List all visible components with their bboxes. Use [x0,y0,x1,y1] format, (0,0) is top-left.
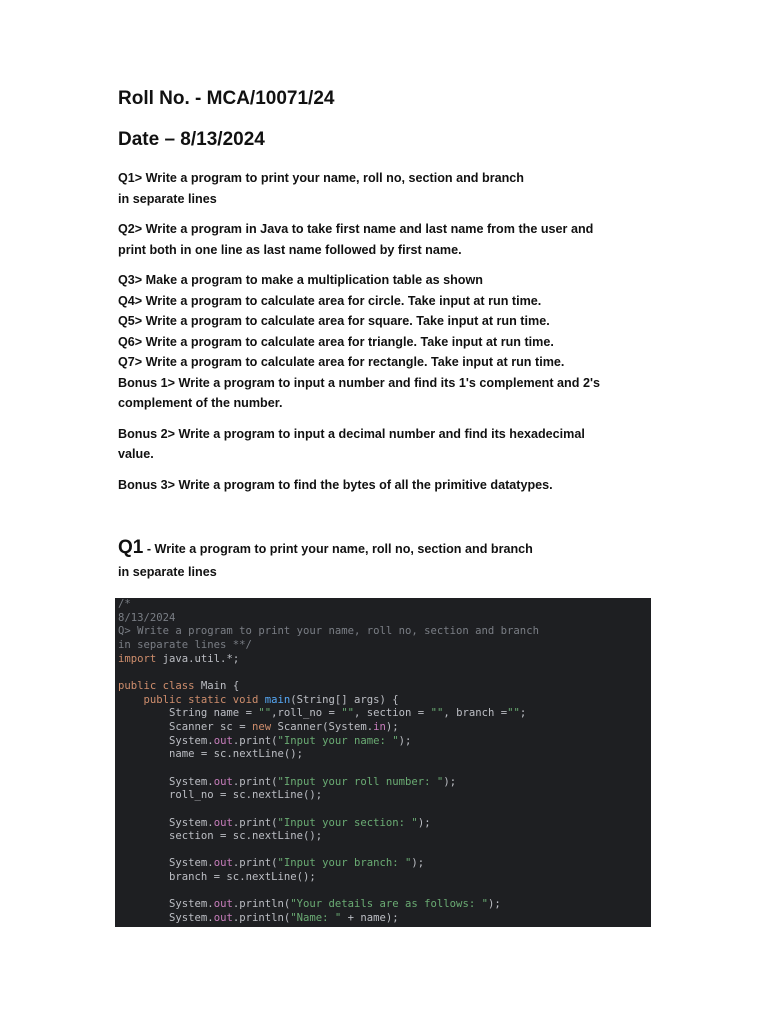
question-line: Bonus 3> Write a program to find the bytes of all the primitive datatypes. [118,477,553,492]
code-text: .println( [232,898,291,911]
code-field: out [213,816,233,829]
code-text: branch = sc.nextLine(); [169,871,316,884]
code-text: name = sc.nextLine(); [169,748,303,761]
code-text: ,roll_no = [271,707,342,720]
code-text: Scanner sc = [169,720,252,733]
code-screenshot [115,598,651,927]
code-string: "" [258,707,272,720]
code-keyword: new [251,720,272,733]
question-line: value. [118,447,154,461]
code-text: ); [398,734,412,747]
question-line: Q5> Write a program to calculate area for square. Take input at run time. [118,314,550,328]
code-text: + name); [341,912,399,925]
code-string: "Your details are as follows: " [290,898,488,911]
code-text: roll_no = sc.nextLine(); [169,789,323,802]
question-line: Q3> Make a program to make a multiplication table as shown [118,273,483,287]
code-text: .print( [232,734,278,747]
code-comment: 8/13/2024 [118,611,176,624]
code-keyword: public static void [143,693,259,706]
question-line: in separate lines [118,191,217,206]
code-field: in [373,720,386,733]
code-text: , branch = [443,707,508,720]
code-comment: /* [118,598,131,610]
code-field: out [213,857,233,870]
code-text: ); [417,816,431,829]
code-function: main [264,693,291,706]
code-block [118,598,651,926]
code-string: "Name: " [290,912,342,925]
code-text: ); [443,775,457,788]
question-line: print both in one line as last name followed by first name. [118,242,462,257]
code-string: "" [507,707,520,720]
date-heading: Date – 8/13/2024 [118,129,265,150]
code-text: String name = [169,707,259,720]
question-line: Q4> Write a program to calculate area for circle. Take input at run time. [118,293,542,308]
code-text: System. [169,734,214,747]
code-text: .println( [232,912,291,925]
code-string: "Input your branch: " [277,857,412,870]
question-line: Bonus 2> Write a program to input a decimal number and find its hexadecimal [118,426,585,441]
question-line: Q2> Write a program in Java to take first name and last name from the user and [118,222,594,236]
code-text: System. [169,857,214,870]
question-list [118,168,648,495]
code-text: ); [385,720,399,733]
code-string: "Input your name: " [277,734,399,747]
code-text: ; [519,707,527,720]
code-keyword: public class [118,679,195,692]
q1-title: - Write a program to print your name, roll no, section and branch [143,542,533,556]
question-line: complement of the number. [118,396,283,410]
code-comment: Q> Write a program to print your name, roll no, section and branch [118,625,539,638]
roll-number-heading: Roll No. - MCA/10071/24 [118,88,335,109]
code-string: "Input your section: " [277,816,418,829]
code-text: System. [169,816,214,829]
code-field: out [213,775,233,788]
code-text: , section = [354,707,431,720]
question-line: Bonus 1> Write a program to input a number and find its 1's complement and 2's [118,375,600,390]
code-field: out [213,734,233,747]
question-line: Q1> Write a program to print your name, roll no, section and branch [118,171,524,185]
code-text: .print( [232,775,278,788]
code-text: section = sc.nextLine(); [169,830,323,843]
code-string: "Input your roll number: " [277,775,444,788]
code-text: .print( [232,816,278,829]
code-keyword: import [118,652,157,665]
q1-label: Q1 [118,537,144,558]
code-text: java.util.*; [156,652,240,665]
code-string: "" [430,707,444,720]
code-text: Main { [194,679,240,692]
code-field: out [213,912,233,925]
code-text: (String[] args) { [290,693,399,706]
question-line: Q7> Write a program to calculate area for rectangle. Take input at run time. [118,355,565,369]
code-text: System. [169,912,214,925]
code-field: out [213,898,233,911]
code-string: "" [341,707,355,720]
code-text: .print( [232,857,278,870]
code-text: System. [169,898,214,911]
code-text: ); [411,857,425,870]
code-text: Scanner(System. [271,720,374,733]
code-text: ); [487,898,501,911]
q1-title-line2: in separate lines [118,565,217,579]
q1-section-heading [118,537,648,579]
code-text: System. [169,775,214,788]
code-comment: in separate lines **/ [118,638,252,651]
question-line: Q6> Write a program to calculate area for triangle. Take input at run time. [118,334,554,349]
